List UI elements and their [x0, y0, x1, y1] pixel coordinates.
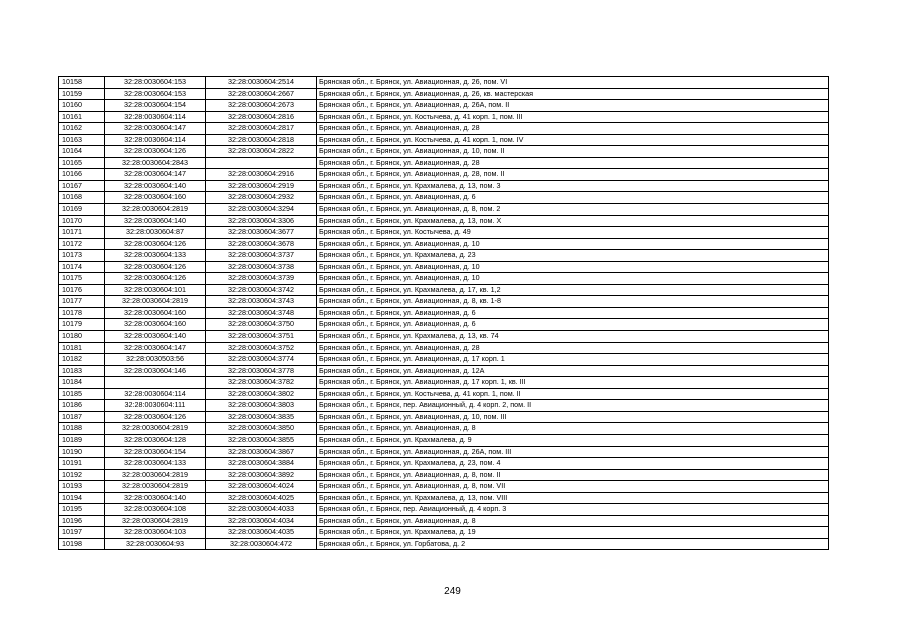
row-number-cell: 10180: [59, 331, 105, 343]
table-row: [59, 492, 829, 504]
table-row: [59, 192, 829, 204]
row-number-cell: 10167: [59, 180, 105, 192]
object-number-cell: 32:28:0030604:3742: [206, 284, 317, 296]
table-row: [59, 434, 829, 446]
address-cell: Брянская обл., г. Брянск, ул. Крахмалева, д. 9: [317, 434, 829, 446]
parcel-number-cell: 32:28:0030604:126: [105, 238, 206, 250]
row-number-cell: 10191: [59, 458, 105, 470]
parcel-number-cell: [105, 377, 206, 389]
table-row: [59, 284, 829, 296]
table-row: [59, 123, 829, 135]
parcel-number-cell: 32:28:0030604:154: [105, 446, 206, 458]
object-number-cell: 32:28:0030604:3802: [206, 388, 317, 400]
address-cell: Брянская обл., г. Брянск, ул. Авиационная, д. 28: [317, 123, 829, 135]
address-cell: Брянская обл., г. Брянск, ул. Костычева, д. 41 корп. 1, пом. II: [317, 388, 829, 400]
address-cell: Брянская обл., г. Брянск, ул. Авиационная, д. 26А, пом. II: [317, 100, 829, 112]
table-row: [59, 319, 829, 331]
row-number-cell: 10182: [59, 354, 105, 366]
address-cell: Брянская обл., г. Брянск, ул. Авиационная, д. 8, пом. 2: [317, 204, 829, 216]
object-number-cell: 32:28:0030604:2816: [206, 111, 317, 123]
address-cell: Брянская обл., г. Брянск, ул. Горбатова, д. 2: [317, 538, 829, 550]
object-number-cell: 32:28:0030604:3778: [206, 365, 317, 377]
row-number-cell: 10179: [59, 319, 105, 331]
parcel-number-cell: 32:28:0030604:114: [105, 388, 206, 400]
parcel-number-cell: 32:28:0030604:153: [105, 77, 206, 89]
row-number-cell: 10168: [59, 192, 105, 204]
table-row: [59, 100, 829, 112]
address-cell: Брянская обл., г. Брянск, ул. Авиационная, д. 10, пом. III: [317, 411, 829, 423]
object-number-cell: 32:28:0030604:3294: [206, 204, 317, 216]
table-row: [59, 146, 829, 158]
table-row: [59, 157, 829, 169]
address-cell: Брянская обл., г. Брянск, ул. Авиационная, д. 10, пом. II: [317, 146, 829, 158]
address-cell: Брянская обл., г. Брянск, пер. Авиационный, д. 4 корп. 3: [317, 504, 829, 516]
parcel-number-cell: 32:28:0030604:126: [105, 411, 206, 423]
parcel-number-cell: 32:28:0030604:133: [105, 250, 206, 262]
row-number-cell: 10169: [59, 204, 105, 216]
object-number-cell: 32:28:0030604:3774: [206, 354, 317, 366]
address-cell: Брянская обл., г. Брянск, ул. Костычева, д. 41 корп. 1, пом. IV: [317, 134, 829, 146]
row-number-cell: 10181: [59, 342, 105, 354]
row-number-cell: 10165: [59, 157, 105, 169]
address-cell: Брянская обл., г. Брянск, ул. Крахмалева, д. 23, пом. 4: [317, 458, 829, 470]
table-row: [59, 411, 829, 423]
address-cell: Брянская обл., г. Брянск, ул. Авиационная, д. 17 корп. 1: [317, 354, 829, 366]
row-number-cell: 10161: [59, 111, 105, 123]
registry-table-body: [59, 77, 829, 550]
address-cell: Брянская обл., г. Брянск, ул. Авиационная, д. 6: [317, 319, 829, 331]
object-number-cell: 32:28:0030604:2822: [206, 146, 317, 158]
row-number-cell: 10166: [59, 169, 105, 181]
address-cell: Брянская обл., г. Брянск, пер. Авиационный, д. 4 корп. 2, пом. II: [317, 400, 829, 412]
table-row: [59, 538, 829, 550]
table-row: [59, 261, 829, 273]
address-cell: Брянская обл., г. Брянск, ул. Крахмалева, д. 19: [317, 527, 829, 539]
address-cell: Брянская обл., г. Брянск, ул. Авиационная, д. 8, пом. II: [317, 469, 829, 481]
object-number-cell: 32:28:0030604:3751: [206, 331, 317, 343]
table-row: [59, 111, 829, 123]
object-number-cell: 32:28:0030604:3884: [206, 458, 317, 470]
object-number-cell: 32:28:0030604:3678: [206, 238, 317, 250]
address-cell: Брянская обл., г. Брянск, ул. Авиационная, д. 10: [317, 273, 829, 285]
row-number-cell: 10197: [59, 527, 105, 539]
parcel-number-cell: 32:28:0030604:126: [105, 273, 206, 285]
address-cell: Брянская обл., г. Брянск, ул. Крахмалева, д. 13, пом. X: [317, 215, 829, 227]
object-number-cell: 32:28:0030604:3850: [206, 423, 317, 435]
parcel-number-cell: 32:28:0030604:2843: [105, 157, 206, 169]
row-number-cell: 10163: [59, 134, 105, 146]
parcel-number-cell: 32:28:0030604:140: [105, 180, 206, 192]
object-number-cell: 32:28:0030604:2667: [206, 88, 317, 100]
parcel-number-cell: 32:28:0030604:114: [105, 111, 206, 123]
row-number-cell: 10175: [59, 273, 105, 285]
address-cell: Брянская обл., г. Брянск, ул. Авиационная, д. 26А, пом. III: [317, 446, 829, 458]
table-row: [59, 423, 829, 435]
address-cell: Брянская обл., г. Брянск, ул. Авиационная, д. 8, кв. 1-8: [317, 296, 829, 308]
parcel-number-cell: 32:28:0030604:2819: [105, 423, 206, 435]
parcel-number-cell: 32:28:0030604:146: [105, 365, 206, 377]
row-number-cell: 10158: [59, 77, 105, 89]
table-row: [59, 296, 829, 308]
table-row: [59, 377, 829, 389]
address-cell: Брянская обл., г. Брянск, ул. Крахмалева, д. 13, пом. 3: [317, 180, 829, 192]
table-row: [59, 273, 829, 285]
object-number-cell: 32:28:0030604:3677: [206, 227, 317, 239]
address-cell: Брянская обл., г. Брянск, ул. Авиационная, д. 10: [317, 261, 829, 273]
parcel-number-cell: 32:28:0030604:114: [105, 134, 206, 146]
object-number-cell: 32:28:0030604:2919: [206, 180, 317, 192]
row-number-cell: 10164: [59, 146, 105, 158]
row-number-cell: 10190: [59, 446, 105, 458]
table-row: [59, 354, 829, 366]
parcel-number-cell: 32:28:0030604:111: [105, 400, 206, 412]
row-number-cell: 10185: [59, 388, 105, 400]
address-cell: Брянская обл., г. Брянск, ул. Авиационная, д. 26, кв. мастерская: [317, 88, 829, 100]
address-cell: Брянская обл., г. Брянск, ул. Авиационная, д. 28: [317, 342, 829, 354]
table-row: [59, 527, 829, 539]
object-number-cell: 32:28:0030604:3737: [206, 250, 317, 262]
parcel-number-cell: 32:28:0030604:2819: [105, 204, 206, 216]
table-row: [59, 388, 829, 400]
parcel-number-cell: 32:28:0030604:160: [105, 192, 206, 204]
table-row: [59, 331, 829, 343]
table-row: [59, 458, 829, 470]
address-cell: Брянская обл., г. Брянск, ул. Авиационная, д. 6: [317, 307, 829, 319]
address-cell: Брянская обл., г. Брянск, ул. Авиационная, д. 8: [317, 515, 829, 527]
parcel-number-cell: 32:28:0030604:154: [105, 100, 206, 112]
address-cell: Брянская обл., г. Брянск, ул. Авиационная, д. 10: [317, 238, 829, 250]
object-number-cell: 32:28:0030604:3738: [206, 261, 317, 273]
row-number-cell: 10189: [59, 434, 105, 446]
object-number-cell: 32:28:0030604:3739: [206, 273, 317, 285]
parcel-number-cell: 32:28:0030604:140: [105, 492, 206, 504]
parcel-number-cell: 32:28:0030503:56: [105, 354, 206, 366]
object-number-cell: 32:28:0030604:4035: [206, 527, 317, 539]
row-number-cell: 10177: [59, 296, 105, 308]
parcel-number-cell: 32:28:0030604:2819: [105, 296, 206, 308]
table-row: [59, 365, 829, 377]
object-number-cell: 32:28:0030604:3892: [206, 469, 317, 481]
parcel-number-cell: 32:28:0030604:140: [105, 215, 206, 227]
address-cell: Брянская обл., г. Брянск, ул. Авиационная, д. 26, пом. VI: [317, 77, 829, 89]
row-number-cell: 10183: [59, 365, 105, 377]
parcel-number-cell: 32:28:0030604:93: [105, 538, 206, 550]
object-number-cell: 32:28:0030604:4034: [206, 515, 317, 527]
row-number-cell: 10192: [59, 469, 105, 481]
row-number-cell: 10194: [59, 492, 105, 504]
object-number-cell: 32:28:0030604:3803: [206, 400, 317, 412]
table-row: [59, 400, 829, 412]
table-row: [59, 169, 829, 181]
table-row: [59, 215, 829, 227]
table-row: [59, 469, 829, 481]
parcel-number-cell: 32:28:0030604:2819: [105, 481, 206, 493]
row-number-cell: 10162: [59, 123, 105, 135]
row-number-cell: 10195: [59, 504, 105, 516]
parcel-number-cell: 32:28:0030604:153: [105, 88, 206, 100]
address-cell: Брянская обл., г. Брянск, ул. Крахмалева, д. 13, пом. VIII: [317, 492, 829, 504]
row-number-cell: 10184: [59, 377, 105, 389]
table-row: [59, 227, 829, 239]
table-row: [59, 515, 829, 527]
parcel-number-cell: 32:28:0030604:101: [105, 284, 206, 296]
parcel-number-cell: 32:28:0030604:2819: [105, 469, 206, 481]
address-cell: Брянская обл., г. Брянск, ул. Авиационная, д. 17 корп. 1, кв. III: [317, 377, 829, 389]
address-cell: Брянская обл., г. Брянск, ул. Крахмалева, д. 13, кв. 74: [317, 331, 829, 343]
table-row: [59, 88, 829, 100]
parcel-number-cell: 32:28:0030604:108: [105, 504, 206, 516]
row-number-cell: 10174: [59, 261, 105, 273]
parcel-number-cell: 32:28:0030604:147: [105, 169, 206, 181]
object-number-cell: 32:28:0030604:3855: [206, 434, 317, 446]
object-number-cell: 32:28:0030604:472: [206, 538, 317, 550]
parcel-number-cell: 32:28:0030604:2819: [105, 515, 206, 527]
object-number-cell: 32:28:0030604:2818: [206, 134, 317, 146]
table-row: [59, 77, 829, 89]
object-number-cell: [206, 157, 317, 169]
table-row: [59, 250, 829, 262]
address-cell: Брянская обл., г. Брянск, ул. Крахмалева, д. 17, кв. 1,2: [317, 284, 829, 296]
address-cell: Брянская обл., г. Брянск, ул. Авиационная, д. 28, пом. II: [317, 169, 829, 181]
table-row: [59, 180, 829, 192]
object-number-cell: 32:28:0030604:2916: [206, 169, 317, 181]
row-number-cell: 10173: [59, 250, 105, 262]
address-cell: Брянская обл., г. Брянск, ул. Крахмалева, д. 23: [317, 250, 829, 262]
address-cell: Брянская обл., г. Брянск, ул. Авиационная, д. 12А: [317, 365, 829, 377]
address-cell: Брянская обл., г. Брянск, ул. Костычева, д. 41 корп. 1, пом. III: [317, 111, 829, 123]
object-number-cell: 32:28:0030604:2514: [206, 77, 317, 89]
parcel-number-cell: 32:28:0030604:140: [105, 331, 206, 343]
address-cell: Брянская обл., г. Брянск, ул. Авиационная, д. 8, пом. VII: [317, 481, 829, 493]
address-cell: Брянская обл., г. Брянск, ул. Авиационная, д. 8: [317, 423, 829, 435]
object-number-cell: 32:28:0030604:3743: [206, 296, 317, 308]
object-number-cell: 32:28:0030604:3782: [206, 377, 317, 389]
row-number-cell: 10171: [59, 227, 105, 239]
table-row: [59, 446, 829, 458]
parcel-number-cell: 32:28:0030604:103: [105, 527, 206, 539]
address-cell: Брянская обл., г. Брянск, ул. Авиационная, д. 28: [317, 157, 829, 169]
address-cell: Брянская обл., г. Брянск, ул. Костычева, д. 49: [317, 227, 829, 239]
table-row: [59, 238, 829, 250]
object-number-cell: 32:28:0030604:3750: [206, 319, 317, 331]
object-number-cell: 32:28:0030604:3835: [206, 411, 317, 423]
object-number-cell: 32:28:0030604:4033: [206, 504, 317, 516]
table-row: [59, 504, 829, 516]
parcel-number-cell: 32:28:0030604:147: [105, 123, 206, 135]
object-number-cell: 32:28:0030604:3752: [206, 342, 317, 354]
row-number-cell: 10196: [59, 515, 105, 527]
table-row: [59, 134, 829, 146]
row-number-cell: 10170: [59, 215, 105, 227]
parcel-number-cell: 32:28:0030604:160: [105, 307, 206, 319]
table-row: [59, 481, 829, 493]
table-row: [59, 342, 829, 354]
parcel-number-cell: 32:28:0030604:147: [105, 342, 206, 354]
page-number: 249: [444, 586, 461, 597]
parcel-number-cell: 32:28:0030604:126: [105, 146, 206, 158]
row-number-cell: 10160: [59, 100, 105, 112]
object-number-cell: 32:28:0030604:3306: [206, 215, 317, 227]
object-number-cell: 32:28:0030604:2932: [206, 192, 317, 204]
address-cell: Брянская обл., г. Брянск, ул. Авиационная, д. 6: [317, 192, 829, 204]
parcel-number-cell: 32:28:0030604:126: [105, 261, 206, 273]
parcel-number-cell: 32:28:0030604:87: [105, 227, 206, 239]
object-number-cell: 32:28:0030604:2673: [206, 100, 317, 112]
row-number-cell: 10172: [59, 238, 105, 250]
table-row: [59, 307, 829, 319]
object-number-cell: 32:28:0030604:3748: [206, 307, 317, 319]
row-number-cell: 10193: [59, 481, 105, 493]
row-number-cell: 10176: [59, 284, 105, 296]
object-number-cell: 32:28:0030604:2817: [206, 123, 317, 135]
row-number-cell: 10187: [59, 411, 105, 423]
row-number-cell: 10178: [59, 307, 105, 319]
row-number-cell: 10159: [59, 88, 105, 100]
object-number-cell: 32:28:0030604:4024: [206, 481, 317, 493]
registry-table: [58, 76, 829, 550]
table-row: [59, 204, 829, 216]
row-number-cell: 10186: [59, 400, 105, 412]
row-number-cell: 10198: [59, 538, 105, 550]
parcel-number-cell: 32:28:0030604:128: [105, 434, 206, 446]
object-number-cell: 32:28:0030604:3867: [206, 446, 317, 458]
row-number-cell: 10188: [59, 423, 105, 435]
parcel-number-cell: 32:28:0030604:160: [105, 319, 206, 331]
object-number-cell: 32:28:0030604:4025: [206, 492, 317, 504]
parcel-number-cell: 32:28:0030604:133: [105, 458, 206, 470]
